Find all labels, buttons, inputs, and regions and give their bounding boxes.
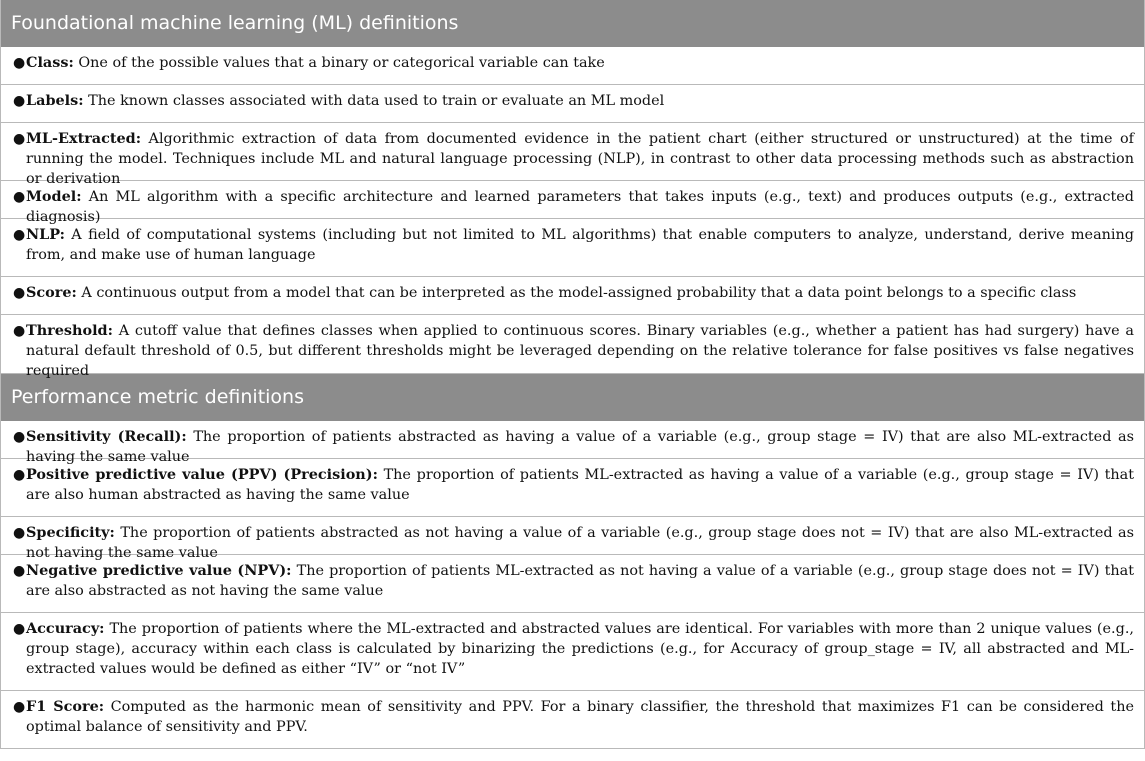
term: Labels: [26,92,84,109]
definition-row-sensitivity [1,421,1144,465]
term: Specificity: [26,524,115,541]
definition: The proportion of patients where the ML-extracted and abstracted values are identical. For variables with more than 2 unique values (e.g., group stage), accuracy within each class is calculated by binarizing the predictions (e.g., for Accuracy of group_stage = IV, all abstracted and ML-extracted values would be defined as either “IV” or “not IV” [26,621,1134,677]
term: NLP: [26,226,65,243]
bullet-icon: ● [13,621,26,637]
term: Score: [26,284,77,301]
definition: A field of computational systems (including but not limited to ML algorithms) that enable computers to analyze, understand, derive meaning from, and make use of human language [26,227,1134,263]
definition: The proportion of patients abstracted as not having a value of a variable (e.g., group stage does not = IV) that are also ML-extracted as not having the same value [26,525,1134,561]
definition-row-class [1,47,1144,85]
bullet-icon: ● [13,227,26,243]
definition-row-accuracy [1,613,1144,691]
definition-row-ppv [1,459,1144,517]
bullet-icon: ● [13,467,26,483]
definition: Computed as the harmonic mean of sensitivity and PPV. For a binary classifier, the threshold that maximizes F1 can be considered the optimal balance of sensitivity and PPV. [26,699,1135,735]
definition: A continuous output from a model that can be interpreted as the model-assigned probability that a data point belongs to a specific class [81,285,1077,301]
bullet-icon: ● [13,429,26,445]
definition-row-score [1,277,1144,315]
term: Class: [26,54,74,71]
definition-row-npv [1,555,1144,613]
term: Positive predictive value (PPV) (Precision): [26,466,378,483]
bullet-icon: ● [13,699,26,715]
definition-row-nlp [1,219,1144,277]
bullet-icon: ● [13,189,26,205]
definition: The proportion of patients abstracted as having a value of a variable (e.g., group stage = IV) that are also ML-extracted as having the same value [26,429,1135,465]
definition: An ML algorithm with a specific architecture and learned parameters that takes inputs (e.g., text) and produces outputs (e.g., extracted diagnosis) [26,189,1134,225]
definition: The proportion of patients ML-extracted as not having a value of a variable (e.g., group stage does not = IV) that are also abstracted as not having the same value [26,563,1134,599]
term: Negative predictive value (NPV): [26,562,292,579]
term: ML-Extracted: [26,130,142,147]
bullet-icon: ● [13,323,26,339]
bullet-icon: ● [13,93,26,109]
term: Accuracy: [26,620,105,637]
bullet-icon: ● [13,131,26,147]
section-header-ml-definitions: Foundational machine learning (ML) definitions [1,0,1144,47]
term: Model: [26,188,82,205]
section-header-performance-metrics: Performance metric definitions [1,374,1144,421]
definition: One of the possible values that a binary or categorical variable can take [78,55,605,71]
definition-row-ml-extracted [1,123,1144,187]
definition-row-threshold [1,315,1144,379]
definition-row-model [1,181,1144,225]
bullet-icon: ● [13,525,26,541]
definition-row-specificity [1,517,1144,561]
definition: The known classes associated with data used to train or evaluate an ML model [88,93,665,109]
definition-row-f1-score [1,691,1144,749]
bullet-icon: ● [13,563,26,579]
bullet-icon: ● [13,55,26,71]
definition: A cutoff value that defines classes when applied to continuous scores. Binary variables (e.g., whether a patient has had surgery) have a natural default threshold of 0.5, but different thresholds might be leveraged depending on the relative tolerance for false positives vs false negatives required [26,323,1135,379]
bullet-icon: ● [13,285,26,301]
definition: Algorithmic extraction of data from documented evidence in the patient chart (either structured or unstructured) at the time of running the model. Techniques include ML and natural language processing (NLP), in contrast to other data processing methods such as abstraction or derivation [26,131,1134,187]
term: Threshold: [26,322,113,339]
term: F1 Score: [26,698,105,715]
term: Sensitivity (Recall): [26,428,187,445]
definition-row-labels [1,85,1144,123]
definition: The proportion of patients ML-extracted as having a value of a variable (e.g., group stage = IV) that are also human abstracted as having the same value [26,467,1135,503]
